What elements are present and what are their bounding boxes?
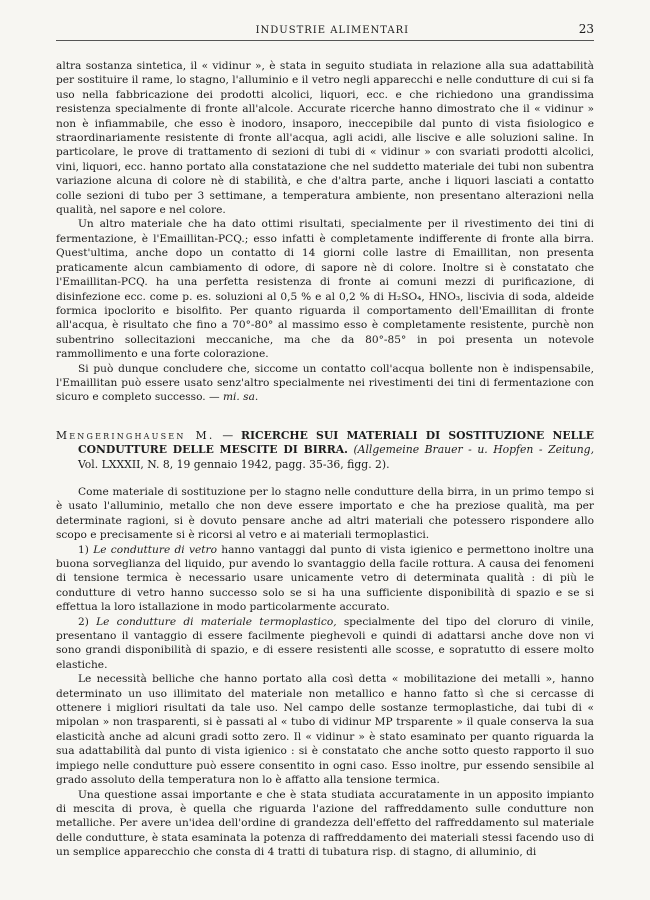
subheading: Le condutture di vetro [93, 543, 217, 556]
paragraph-text: hanno vantaggi dal punto di vista igienico e permettono inoltre una buona sorveglianza del liquido, pur avendo lo svantaggio della facile rottura. A causa dei fenomeni di tensione termica è necessario usare unicamente vetro di determinata qualità : di più le condutture di vetro hanno successo solo se si ha una sufficiente disponibilità di spazio e se si effettua la loro istallazione in modo particolarmente accurato. [56, 543, 594, 614]
signature: mi. sa. [223, 391, 259, 404]
page [56, 22, 594, 860]
list-number: 1) [78, 543, 94, 556]
paragraph [56, 615, 594, 673]
running-header [56, 22, 594, 41]
entry-dash: — [214, 428, 241, 442]
entry-title: RICERCHE SUI MATERIALI DI SOSTITUZIONE NELLE CONDUTTURE DELLE MESCITE DI BIRRA. [78, 428, 594, 457]
paragraph: Le necessità belliche che hanno portato alla così detta « mobilitazione dei metalli », hanno determinato un uso illimitato del materiale non metallico e hanno fatto sì che si cercasse di ottenere i migliori risultati da tale uso. Nel campo delle sostanze termoplastiche, dai tubi di « mipolan » non trasparenti, si è passati al « tubo di vidinur MP trsparente » il quale conserva la sua elasticità anche ad alcuni gradi sotto zero. Il « vidinur » è stato esaminato per quanto riguarda la sua adattabilità dal punto di vista igienico : si è constatato che anche sotto questo rapporto il suo impiego nelle condutture può essere consentito in ogni caso. Esso inoltre, pur essendo sensibile al grado assoluto della temperatura non lo è affatto alla tensione termica. [56, 673, 594, 787]
subheading: Le condutture di materiale termoplastico, [96, 615, 337, 628]
page-number: 23 [578, 22, 594, 36]
article-body [56, 485, 594, 860]
paragraph-text: Si può dunque concludere che, siccome un contatto coll'acqua bollente non è indispensabile, l'Emaillitan può essere usato senz'altro specialmente nei rivestimenti dei tini di fermentazione con sicuro e completo successo. — [56, 362, 594, 404]
paragraph: altra sostanza sintetica, il « vidinur », è stata in seguito studiata in relazione alla sua adattabilità per sostituire il rame, lo stagno, l'alluminio e il vetro negli apparecchi e nelle condutture di cui si fa uso nella fabbricazione dei prodotti alcolici, liquori, ecc. e che richiedono una grandissima resistenza specialmente di fronte all'alcole. Accurate ricerche hanno dimostrato che il « vidinur » non è infiammabile, che esso è inodoro, insaporo, ineccepibile dal punto di vista fisiologico e straordinariamente resistente di fronte all'acqua, agli acidi, alle liscive e alle soluzioni saline. In particolare, le prove di trattamento di sezioni di tubi di « vidinur » con svariati prodotti alcolici, vini, liquori, ecc. hanno portato alla constatazione che nel suddetto materiale dei tubi non subentra variazione alcuna di colore nè di stabilità, e che d'altra parte, anche i liquori lasciati a contatto colle sezioni di tubo per 3 settimane, a temperatura ambiente, non presentano alterazioni nella qualità, nel sapore e nel colore. [56, 60, 594, 217]
paragraph [56, 543, 594, 615]
entry-journal: (Allgemeine Brauer - u. Hopfen - Zeitung, [353, 443, 595, 457]
article-continuation [56, 59, 594, 405]
entry-author: Mengeringhausen M. [56, 428, 215, 442]
paragraph [56, 362, 594, 405]
paragraph: Un altro materiale che ha dato ottimi risultati, specialmente per il rivestimento dei tini di fermentazione, è l'Emaillitan-PCQ.; esso infatti è completamente indifferente di fronte alla birra. Quest'ultima, anche dopo un contatto di 14 giorni colle lastre di Emaillitan, non presenta praticamente alcun cambiamento di odore, di sapore nè di colore. Inoltre si è constatato che l'Emaillitan-PCQ. ha una perfetta resistenza di fronte ai comuni mezzi di purificazione, di disinfezione ecc. come p. es. soluzioni al 0,5 % e al 0,2 % di H₂SO₄, HNO₃, liscivia di soda, aldeide formica ipoclorito e bisolfito. Per quanto riguarda il comportamento dell'Emaillitan di fronte all'acqua, è risultato che fino a 70°-80° al massimo esso è completamente resistente, purchè non subentrino sollecitazioni meccaniche, ma che da 80°-85° in poi presenta un notevole rammollimento e una forte colorazione. [56, 218, 594, 361]
bibliographic-entry [56, 429, 594, 472]
running-title: INDUSTRIE ALIMENTARI [255, 25, 410, 36]
list-number: 2) [78, 615, 97, 628]
paragraph-text: specialmente del tipo del cloruro di vinile, presentano il vantaggio di essere facilmente pieghevoli e quindi di adattarsi anche dove non vi sono grandi disponibilità di spazio, e di essere resistenti alle scosse, e sopratutto di essere molto elastiche. [56, 615, 594, 671]
paragraph: Come materiale di sostituzione per lo stagno nelle condutture della birra, in un primo tempo si è usato l'alluminio, metallo che non deve essere importato e che ha preziose qualità, ma per determinate ragioni, si è dovuto pensare anche ad altri materiali che potessero rispondere allo scopo e precisamente si è ricorsi al vetro e ai materiali termoplastici. [56, 485, 594, 542]
entry-citation: Vol. LXXXII, N. 8, 19 gennaio 1942, pagg. 35-36, figg. 2). [78, 457, 390, 471]
paragraph: Una questione assai importante e che è stata studiata accuratamente in un apposito impianto di mescita di prova, è quella che riguarda l'azione del raffreddamento sulle condutture non metalliche. Per avere un'idea dell'ordine di grandezza dell'effetto del raffreddamento sul materiale delle condutture, è stata esaminata la potenza di raffreddamento dei materiali stessi facendo uso di un semplice apparecchio che consta di 4 tratti di tubatura risp. di stagno, di alluminio, di [56, 788, 594, 859]
